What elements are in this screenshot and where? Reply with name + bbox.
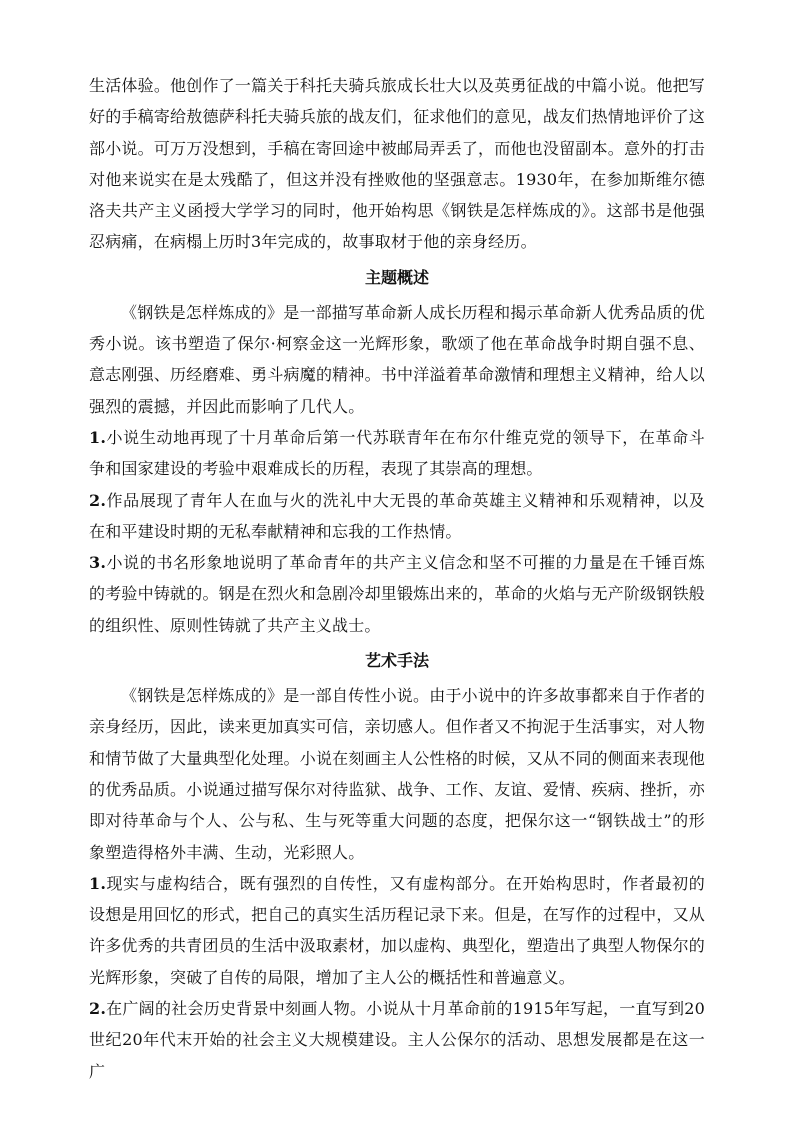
theme-point-2-number: 2. — [89, 490, 107, 510]
intro-paragraph: 生活体验。他创作了一篇关于科托夫骑兵旅成长壮大以及英勇征战的中篇小说。他把写好的手稿寄给敖德萨科托夫骑兵旅的战友们，征求他们的意见，战友们热情地评价了这部小说。可万万没想到，手稿在寄回途中被邮局弄丢了，而他也没留副本。意外的打击对他来说实在是太残酷了，但这并没有挫败他的坚强意志。1930年，在参加斯维尔德洛夫共产主义函授大学学习的同时，他开始构思《钢铁是怎样炼成的》。这部书是他强忍病痛，在病榻上历时3年完成的，故事取材于他的亲身经历。 — [89, 76, 705, 252]
theme-point-3-text: 小说的书名形象地说明了革命青年的共产主义信念和坚不可摧的力量是在千锤百炼的考验中铸就的。钢是在烈火和急剧冷却里锻炼出来的，革命的火焰与无产阶级钢铁般的组织性、原则性铸就了共产主义战士。 — [89, 553, 705, 635]
art-point-2-text: 在广阔的社会历史背景中刻画人物。小说从十月革命前的1915年写起，一直写到20世纪20年代末开始的社会主义大规模建设。主人公保尔的活动、思想发展都是在这一广 — [89, 999, 705, 1081]
theme-point-3 — [89, 547, 705, 641]
document-page — [89, 70, 705, 1087]
art-point-2-number: 2. — [89, 999, 107, 1019]
art-point-1-number: 1. — [89, 873, 107, 893]
theme-point-2 — [89, 485, 705, 548]
theme-point-2-text: 作品展现了青年人在血与火的洗礼中大无畏的革命英雄主义精神和乐观精神，以及在和平建设时期的无私奉献精神和忘我的工作热情。 — [89, 490, 705, 541]
theme-point-3-number: 3. — [89, 553, 107, 573]
art-intro-paragraph: 《钢铁是怎样炼成的》是一部自传性小说。由于小说中的许多故事都来自于作者的亲身经历，因此，读来更加真实可信，亲切感人。但作者又不拘泥于生活事实，对人物和情节做了大量典型化处理。小说在刻画主人公性格的时候，又从不同的侧面来表现他的优秀品质。小说通过描写保尔对待监狱、战争、工作、友谊、爱情、疾病、挫折，亦即对待革命与个人、公与私、生与死等重大问题的态度，把保尔这一“钢铁战士”的形象塑造得格外丰满、生动，光彩照人。 — [89, 686, 705, 862]
art-point-1 — [89, 868, 705, 993]
art-point-1-text: 现实与虚构结合，既有强烈的自传性，又有虚构部分。在开始构思时，作者最初的设想是用回忆的形式，把自己的真实生活历程记录下来。但是，在写作的过程中，又从许多优秀的共青团员的生活中汲取素材，加以虚构、典型化，塑造出了典型人物保尔的光辉形象，突破了自传的局限，增加了主人公的概括性和普遍意义。 — [89, 873, 705, 987]
art-point-2 — [89, 993, 705, 1087]
theme-point-1-number: 1. — [89, 427, 107, 447]
art-heading: 艺术手法 — [364, 651, 429, 671]
theme-heading: 主题概述 — [364, 267, 429, 287]
theme-point-1-text: 小说生动地再现了十月革命后第一代苏联青年在布尔什维克党的领导下，在革命斗争和国家建设的考验中艰难成长的历程，表现了其崇高的理想。 — [89, 427, 705, 479]
theme-intro-paragraph: 《钢铁是怎样炼成的》是一部描写革命新人成长历程和揭示革命新人优秀品质的优秀小说。该书塑造了保尔·柯察金这一光辉形象，歌颂了他在革命战争时期自强不息、意志刚强、历经磨难、勇斗病魔的精神。书中洋溢着革命激情和理想主义精神，给人以强烈的震撼，并因此而影响了几代人。 — [89, 302, 705, 416]
theme-point-1 — [89, 422, 705, 485]
